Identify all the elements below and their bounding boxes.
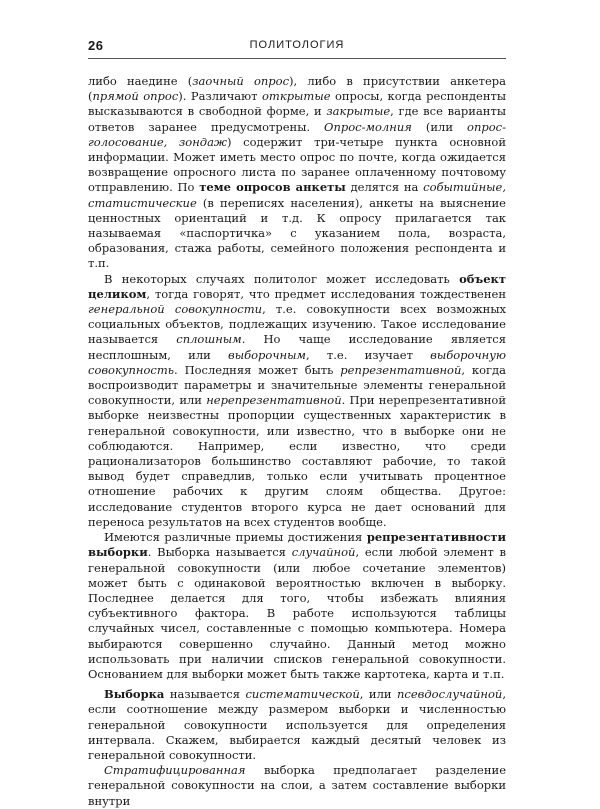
page-header [88,36,506,59]
italic-term: репрезентативной [340,362,462,377]
text-run: , когда воспроизводит параметры и значительные элементы генеральной совокупности, или [88,362,506,408]
text-run: , если любой элемент в генеральной совокупности (или любое сочетание элементов) может быть с одинаковой вероятностью включен в выборку. Последнее делается для того, чтобы избежать влияния субъективного фактора. В работе используются таблицы случайных чисел, составленные с помощью компьютера. Номера выбираются совершенно случайно. Данный метод можно использовать при наличии списков генеральной совокупности. Основанием для выборки может быть также картотека, карта и т.п. [88,545,506,681]
text-run: ). Различают [178,89,262,104]
text-run: выборка предполагает разделение генеральной совокупности на слои, а затем составление выборки внутри [88,763,506,808]
body-text [88,74,506,809]
italic-term: Стратифицированная [104,763,246,778]
text-run: . Выборка называется [147,545,292,560]
bold-term: объект целиком [88,271,506,301]
text-run: (или [411,119,468,134]
text-run: . Последняя может быть [174,362,341,377]
text-run: ), либо в присутствии анкетера ( [88,74,507,104]
text-run: называется [164,687,246,702]
text-run: (в переписях населения), анкеты на выяснение ценностных ориентаций и т.д. К опросу прилагается так называемая «паспортичка» с указанием пола, возраста, образования, стажа работы, семейного положения респондента и т.п. [88,195,506,271]
italic-term: Опрос-молния [324,119,412,134]
text-run: Имеются различные приемы достижения [104,530,367,545]
bold-term: Выборка [104,687,165,702]
paragraph-general-population [88,272,506,530]
italic-term: заочный опрос [192,74,290,88]
italic-term: открытые [262,89,331,104]
text-run: , т.е. изучает [305,347,431,362]
text-run: делятся на [345,180,424,195]
running-head: ПОЛИТОЛОГИЯ [249,39,345,51]
text-run: опросы, когда респонденты высказываются в свободной форме, и [88,89,507,119]
page-number: 26 [88,38,104,53]
text-run: , где все варианты ответов заранее предусмотрены. [88,104,506,134]
text-run: В некоторых случаях политолог может исследовать [104,271,460,286]
paragraph-stratified-sample [88,763,506,809]
italic-term: опрос-голосование, зондаж [88,119,506,149]
paragraph-systematic-sample [88,687,506,763]
text-run: . Но чаще исследование является несплошным, или [88,332,506,362]
paragraph-representativeness [88,530,506,682]
italic-term: нерепрезентативной [206,393,342,408]
italic-term: выборочным [228,347,306,362]
text-run: либо наедине ( [88,74,193,88]
italic-term: выборочную совокупность [88,347,506,377]
bold-term: теме опросов анкеты [199,180,346,195]
bold-term: репрезентативности выборки [88,530,506,560]
italic-term: событийные, статистические [88,180,506,210]
italic-term: сплошным [176,332,242,347]
text-run: . При нерепрезентативной выборке неизвестны пропорции существенных характеристик в генеральной совокупности, или известно, что в выборке они не соблюдаются. Например, если известно, что среди рационализаторов большинство составляют рабочие, то такой вывод будет справедлив, только если учитывать процентное отношение рабочих к другим слоям общества. Другое: исследование студентов второго курса не дает оснований для переноса результатов на всех студентов вообще. [88,393,506,529]
italic-term: случайной [291,545,356,560]
text-run: , т.е. совокупности всех возможных социальных объектов, подлежащих изучению. Такое исследование называется [88,302,506,347]
text-run: , или [359,687,398,702]
italic-term: псевдослучайной [397,687,503,702]
text-run: , если соотношение между размером выборки и численностью генеральной совокупности используется для определения интервала. Скажем, выбирается каждый десятый человек из генеральной совокупности. [88,687,506,762]
italic-term: прямой опрос [92,89,179,104]
italic-term: генеральной совокупности [88,302,263,317]
italic-term: систематической [245,687,360,702]
text-run: ) содержит три-четыре пункта основной информации. Может иметь место опрос по почте, когда ожидается возвращение опросного листа по заранее оплаченному почтовому отправлению. По [88,134,507,195]
paragraph-surveys [88,74,506,272]
text-run: , тогда говорят, что предмет исследования тождественен [146,286,506,301]
italic-term: закрытые [326,104,391,119]
